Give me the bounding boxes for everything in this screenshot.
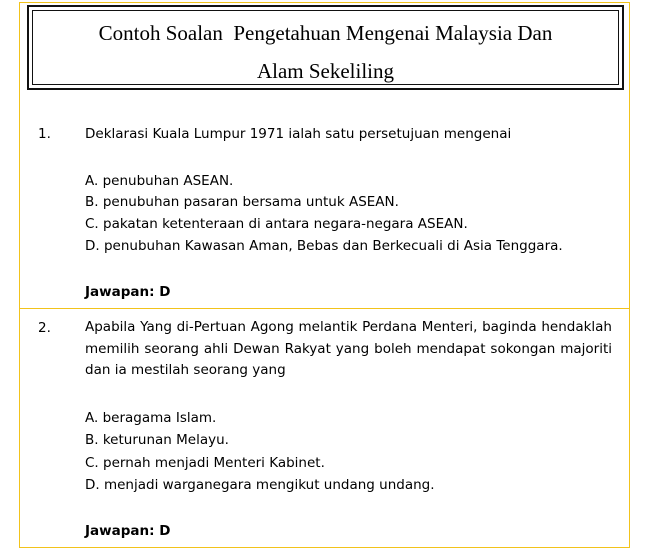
question-1-text: Deklarasi Kuala Lumpur 1971 ialah satu persetujuan mengenai: [85, 126, 512, 142]
question-2-option-a: A. beragama Islam.: [85, 410, 217, 426]
question-1-answer: Jawapan: D: [85, 284, 171, 300]
question-2-option-b: B. keturunan Melayu.: [85, 432, 229, 448]
page-title-line-1: Contoh Soalan Pengetahuan Mengenai Malaysia Dan: [98, 21, 553, 45]
question-2-answer: Jawapan: D: [85, 523, 171, 539]
question-1-option-b: B. penubuhan pasaran bersama untuk ASEAN.: [85, 194, 399, 210]
page-title-line-2: Alam Sekeliling: [256, 59, 395, 83]
question-2-text: Apabila Yang di-Pertuan Agong melantik Perdana Menteri, baginda hendaklah memilih seorang ahli Dewan Rakyat yang boleh mendapat sokongan majoriti dan ia mestilah seorang yang: [85, 319, 612, 378]
question-1-option-a: A. penubuhan ASEAN.: [85, 173, 234, 189]
question-2-option-c: C. pernah menjadi Menteri Kabinet.: [85, 455, 325, 471]
question-1-option-d: D. penubuhan Kawasan Aman, Bebas dan Berkecuali di Asia Tenggara.: [85, 238, 563, 254]
question-1-number: 1.: [38, 126, 51, 142]
question-1-option-c: C. pakatan ketenteraan di antara negara-negara ASEAN.: [85, 216, 468, 232]
question-2-number: 2.: [38, 320, 51, 336]
question-2-option-d: D. menjadi warganegara mengikut undang undang.: [85, 477, 435, 493]
question-divider: [19, 308, 630, 309]
title-box: [27, 5, 624, 90]
